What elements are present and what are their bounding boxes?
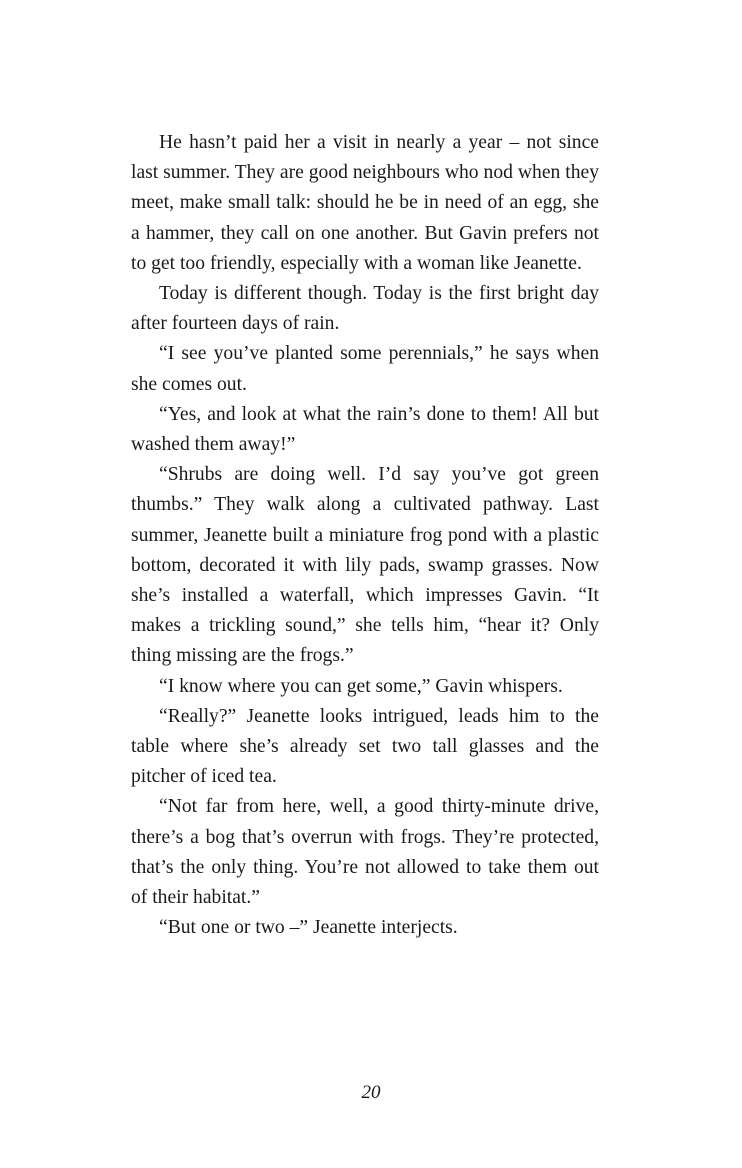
paragraph: “I know where you can get some,” Gavin whispers. [159, 675, 563, 697]
body-text [131, 128, 599, 943]
paragraph: “Yes, and look at what the rain’s done to them! All but washed them away!” [131, 403, 599, 456]
paragraph: “Shrubs are doing well. I’d say you’ve got green thumbs.” They walk along a cultivated pathway. Last summer, Jeanette built a miniature frog pond with a plastic bottom, decorated it with lily pads, swamp grasses. Now she’s installed a waterfall, which impresses Gavin. “It makes a trickling sound,” she tells him, “hear it? Only thing missing are the frogs.” [131, 464, 599, 667]
page-number: 20 [361, 1082, 381, 1103]
paragraph: “But one or two –” Jeanette interjects. [159, 917, 458, 939]
paragraph: “Not far from here, well, a good thirty-minute drive, there’s a bog that’s overrun with frogs. They’re protected, that’s the only thing. You’re not allowed to take them out of their habitat.” [131, 796, 599, 909]
paragraph: Today is different though. Today is the first bright day after fourteen days of rain. [131, 283, 599, 335]
paragraph: He hasn’t paid her a visit in nearly a year – not since last summer. They are good neighbours who nod when they meet, make small talk: should he be in need of an egg, she a hammer, they call on one another. But Gavin prefers not to get too friendly, especially with a woman like Jeanette. [131, 132, 599, 274]
paragraph: “Really?” Jeanette looks intrigued, leads him to the table where she’s already set two tall glasses and the pitcher of iced tea. [131, 705, 599, 788]
paragraph: “I see you’ve planted some perennials,” he says when she comes out. [131, 343, 599, 395]
